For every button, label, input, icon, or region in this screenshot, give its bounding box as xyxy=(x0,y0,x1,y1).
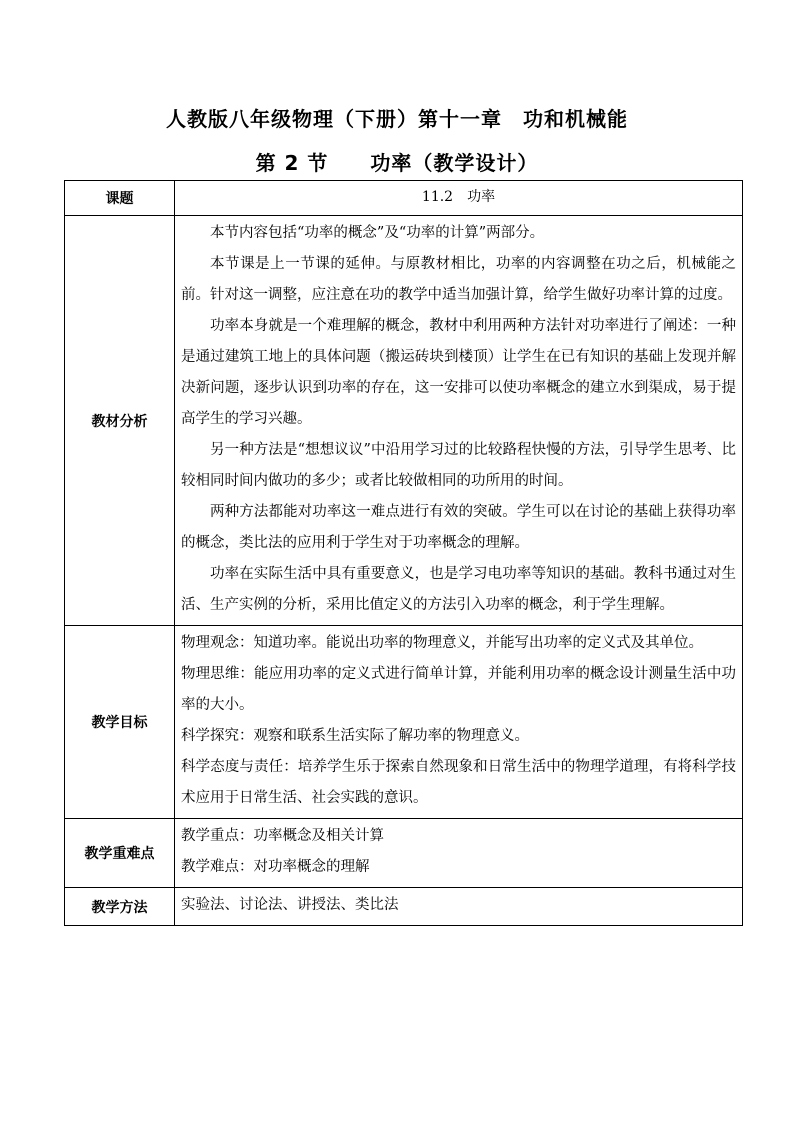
analysis-content xyxy=(175,216,743,626)
table-row-objectives xyxy=(65,626,743,819)
analysis-paragraph: 本节课是上一节课的延伸。与原教材相比，功率的内容调整在功之后，机械能之前。针对这一调整，应注意在功的教学中适当加强计算，给学生做好功率计算的过度。 xyxy=(181,256,736,303)
key-point-item: 教学难点：对功率概念的理解 xyxy=(181,859,370,875)
methods-value: 实验法、讨论法、讲授法、类比法 xyxy=(175,888,743,926)
table-row-methods xyxy=(65,888,743,926)
topic-label: 课题 xyxy=(65,181,175,216)
table-row-topic xyxy=(65,181,743,216)
analysis-paragraph: 功率在实际生活中具有重要意义，也是学习电功率等知识的基础。教科书通过对生活、生产实例的分析，采用比值定义的方法引入功率的概念，利于学生理解。 xyxy=(181,566,736,613)
analysis-paragraph: 本节内容包括“功率的概念”及“功率的计算”两部分。 xyxy=(210,225,545,241)
table-row-analysis xyxy=(65,216,743,626)
analysis-paragraph: 两种方法都能对功率这一难点进行有效的突破。学生可以在讨论的基础上获得功率的概念，类比法的应用利于学生对于功率概念的理解。 xyxy=(181,504,736,551)
table-row-key-points xyxy=(65,819,743,888)
methods-label: 教学方法 xyxy=(65,888,175,926)
objective-item: 物理观念：知道功率。能说出功率的物理意义，并能写出功率的定义式及其单位。 xyxy=(181,635,703,651)
objective-item: 物理思维：能应用功率的定义式进行简单计算，并能利用功率的概念设计测量生活中功率的大小。 xyxy=(181,666,736,713)
key-points-label: 教学重难点 xyxy=(65,819,175,888)
document-title: 人教版八年级物理（下册）第十一章 功和机械能 xyxy=(166,107,628,131)
topic-value: 11.2 功率 xyxy=(175,181,743,216)
analysis-label: 教材分析 xyxy=(65,216,175,626)
section-title: 第 2 节 功率（教学设计） xyxy=(255,151,539,175)
key-points-content xyxy=(175,819,743,888)
objective-item: 科学态度与责任：培养学生乐于探索自然现象和日常生活中的物理学道理，有将科学技术应用于日常生活、社会实践的意识。 xyxy=(181,759,736,806)
objectives-content xyxy=(175,626,743,819)
lesson-plan-table xyxy=(64,180,743,926)
objective-item: 科学探究：观察和联系生活实际了解功率的物理意义。 xyxy=(181,728,529,744)
analysis-paragraph: 功率本身就是一个难理解的概念，教材中利用两种方法针对功率进行了阐述：一种是通过建筑工地上的具体问题（搬运砖块到楼顶）让学生在已有知识的基础上发现并解决新问题，逐步认识到功率的存在，这一安排可以使功率概念的建立水到渠成，易于提高学生的学习兴趣。 xyxy=(181,318,736,427)
analysis-paragraph: 另一种方法是“想想议议”中沿用学习过的比较路程快慢的方法，引导学生思考、比较相同时间内做功的多少；或者比较做相同的功所用的时间。 xyxy=(181,442,736,489)
key-point-item: 教学重点：功率概念及相关计算 xyxy=(181,828,384,844)
objectives-label: 教学目标 xyxy=(65,626,175,819)
